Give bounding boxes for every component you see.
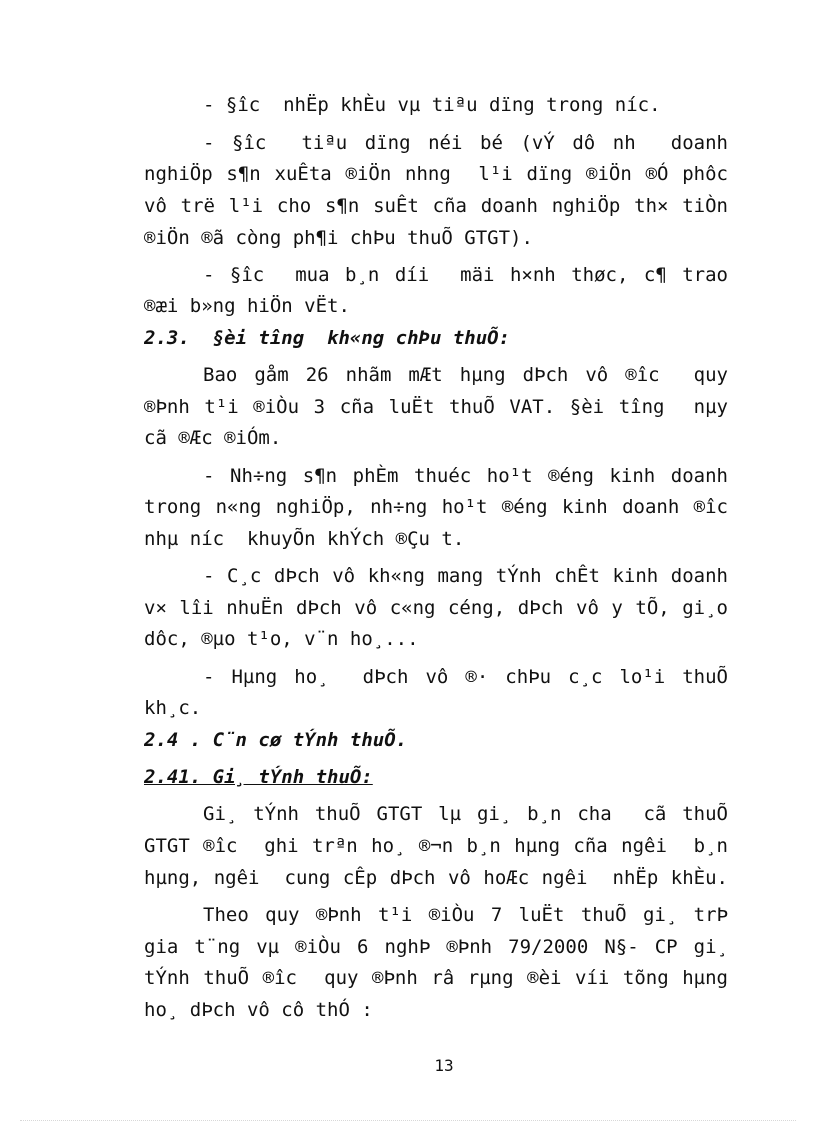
- text-line: cã ®Æc ®iÓm.: [144, 427, 282, 449]
- text-line: nghiÖp s¶n xuÊta ®iÖn nhng l¹i dïng ®iÖn ®Ó phôc: [144, 163, 728, 185]
- text-line: gia t¨ng vµ ®iÒu 6 nghÞ ®Þnh 79/2000 N§- CP gi¸: [144, 936, 728, 958]
- text-line: Theo quy ®Þnh t¹i ®iÒu 7 luËt thuÕ gi¸ trÞ: [203, 904, 728, 926]
- text-line: v× lîi nhuËn dÞch vô c«ng céng, dÞch vô y tÕ, gi¸o: [144, 597, 728, 619]
- text-line: ®æi b»ng hiÖn vËt.: [144, 295, 350, 317]
- text-line: dôc, ®µo t¹o, v¨n ho¸...: [144, 628, 419, 650]
- text-line: hµng, ngêi cung cÊp dÞch vô hoÆc ngêi nhËp khÈu.: [144, 867, 728, 889]
- text-line: - Hµng ho¸ dÞch vô ®· chÞu c¸c lo¹i thuÕ: [203, 666, 728, 688]
- page-bottom-rule: [20, 1120, 796, 1121]
- text-line: - §îc mua b¸n díi mäi h×nh thøc, c¶ trao: [203, 264, 728, 286]
- page-number: 13: [434, 1056, 454, 1075]
- text-line: ho¸ dÞch vô cô thÓ :: [144, 999, 373, 1021]
- text-line: nhµ níc khuyÕn khÝch ®Çu t.: [144, 528, 465, 550]
- section-heading: 2.3. §èi tîng kh«ng chÞu thuÕ:: [144, 327, 511, 349]
- text-line: - §îc tiªu dïng néi bé (vÝ dô nh doanh: [203, 132, 728, 154]
- text-line: trong n«ng nghiÖp, nh÷ng ho¹t ®éng kinh doanh ®îc: [144, 496, 728, 518]
- text-line: - §îc nhËp khÈu vµ tiªu dïng trong níc.: [203, 94, 661, 116]
- text-line: - C¸c dÞch vô kh«ng mang tÝnh chÊt kinh doanh: [203, 565, 728, 587]
- text-line: Gi¸ tÝnh thuÕ GTGT lµ gi¸ b¸n cha cã thuÕ: [203, 803, 728, 825]
- subsection-heading: 2.41. Gi¸ tÝnh thuÕ:: [144, 766, 373, 788]
- text-line: vô trë l¹i cho s¶n suÊt cña doanh nghiÖp th× tiÒn: [144, 195, 728, 217]
- text-line: ®Þnh t¹i ®iÒu 3 cña luËt thuÕ VAT. §èi tîng nµy: [144, 396, 728, 418]
- text-line: tÝnh thuÕ ®îc quy ®Þnh râ rµng ®èi víi tõng hµng: [144, 967, 728, 989]
- text-line: - Nh÷ng s¶n phÈm thuéc ho¹t ®éng kinh doanh: [203, 465, 728, 487]
- section-heading: 2.4 . C¨n cø tÝnh thuÕ.: [144, 729, 408, 751]
- text-line: GTGT ®îc ghi trªn ho¸ ®¬n b¸n hµng cña ngêi b¸n: [144, 835, 728, 857]
- text-line: ®iÖn ®ã còng ph¶i chÞu thuÕ GTGT).: [144, 227, 533, 249]
- text-line: kh¸c.: [144, 697, 202, 719]
- text-line: Bao gåm 26 nhãm mÆt hµng dÞch vô ®îc quy: [203, 364, 728, 386]
